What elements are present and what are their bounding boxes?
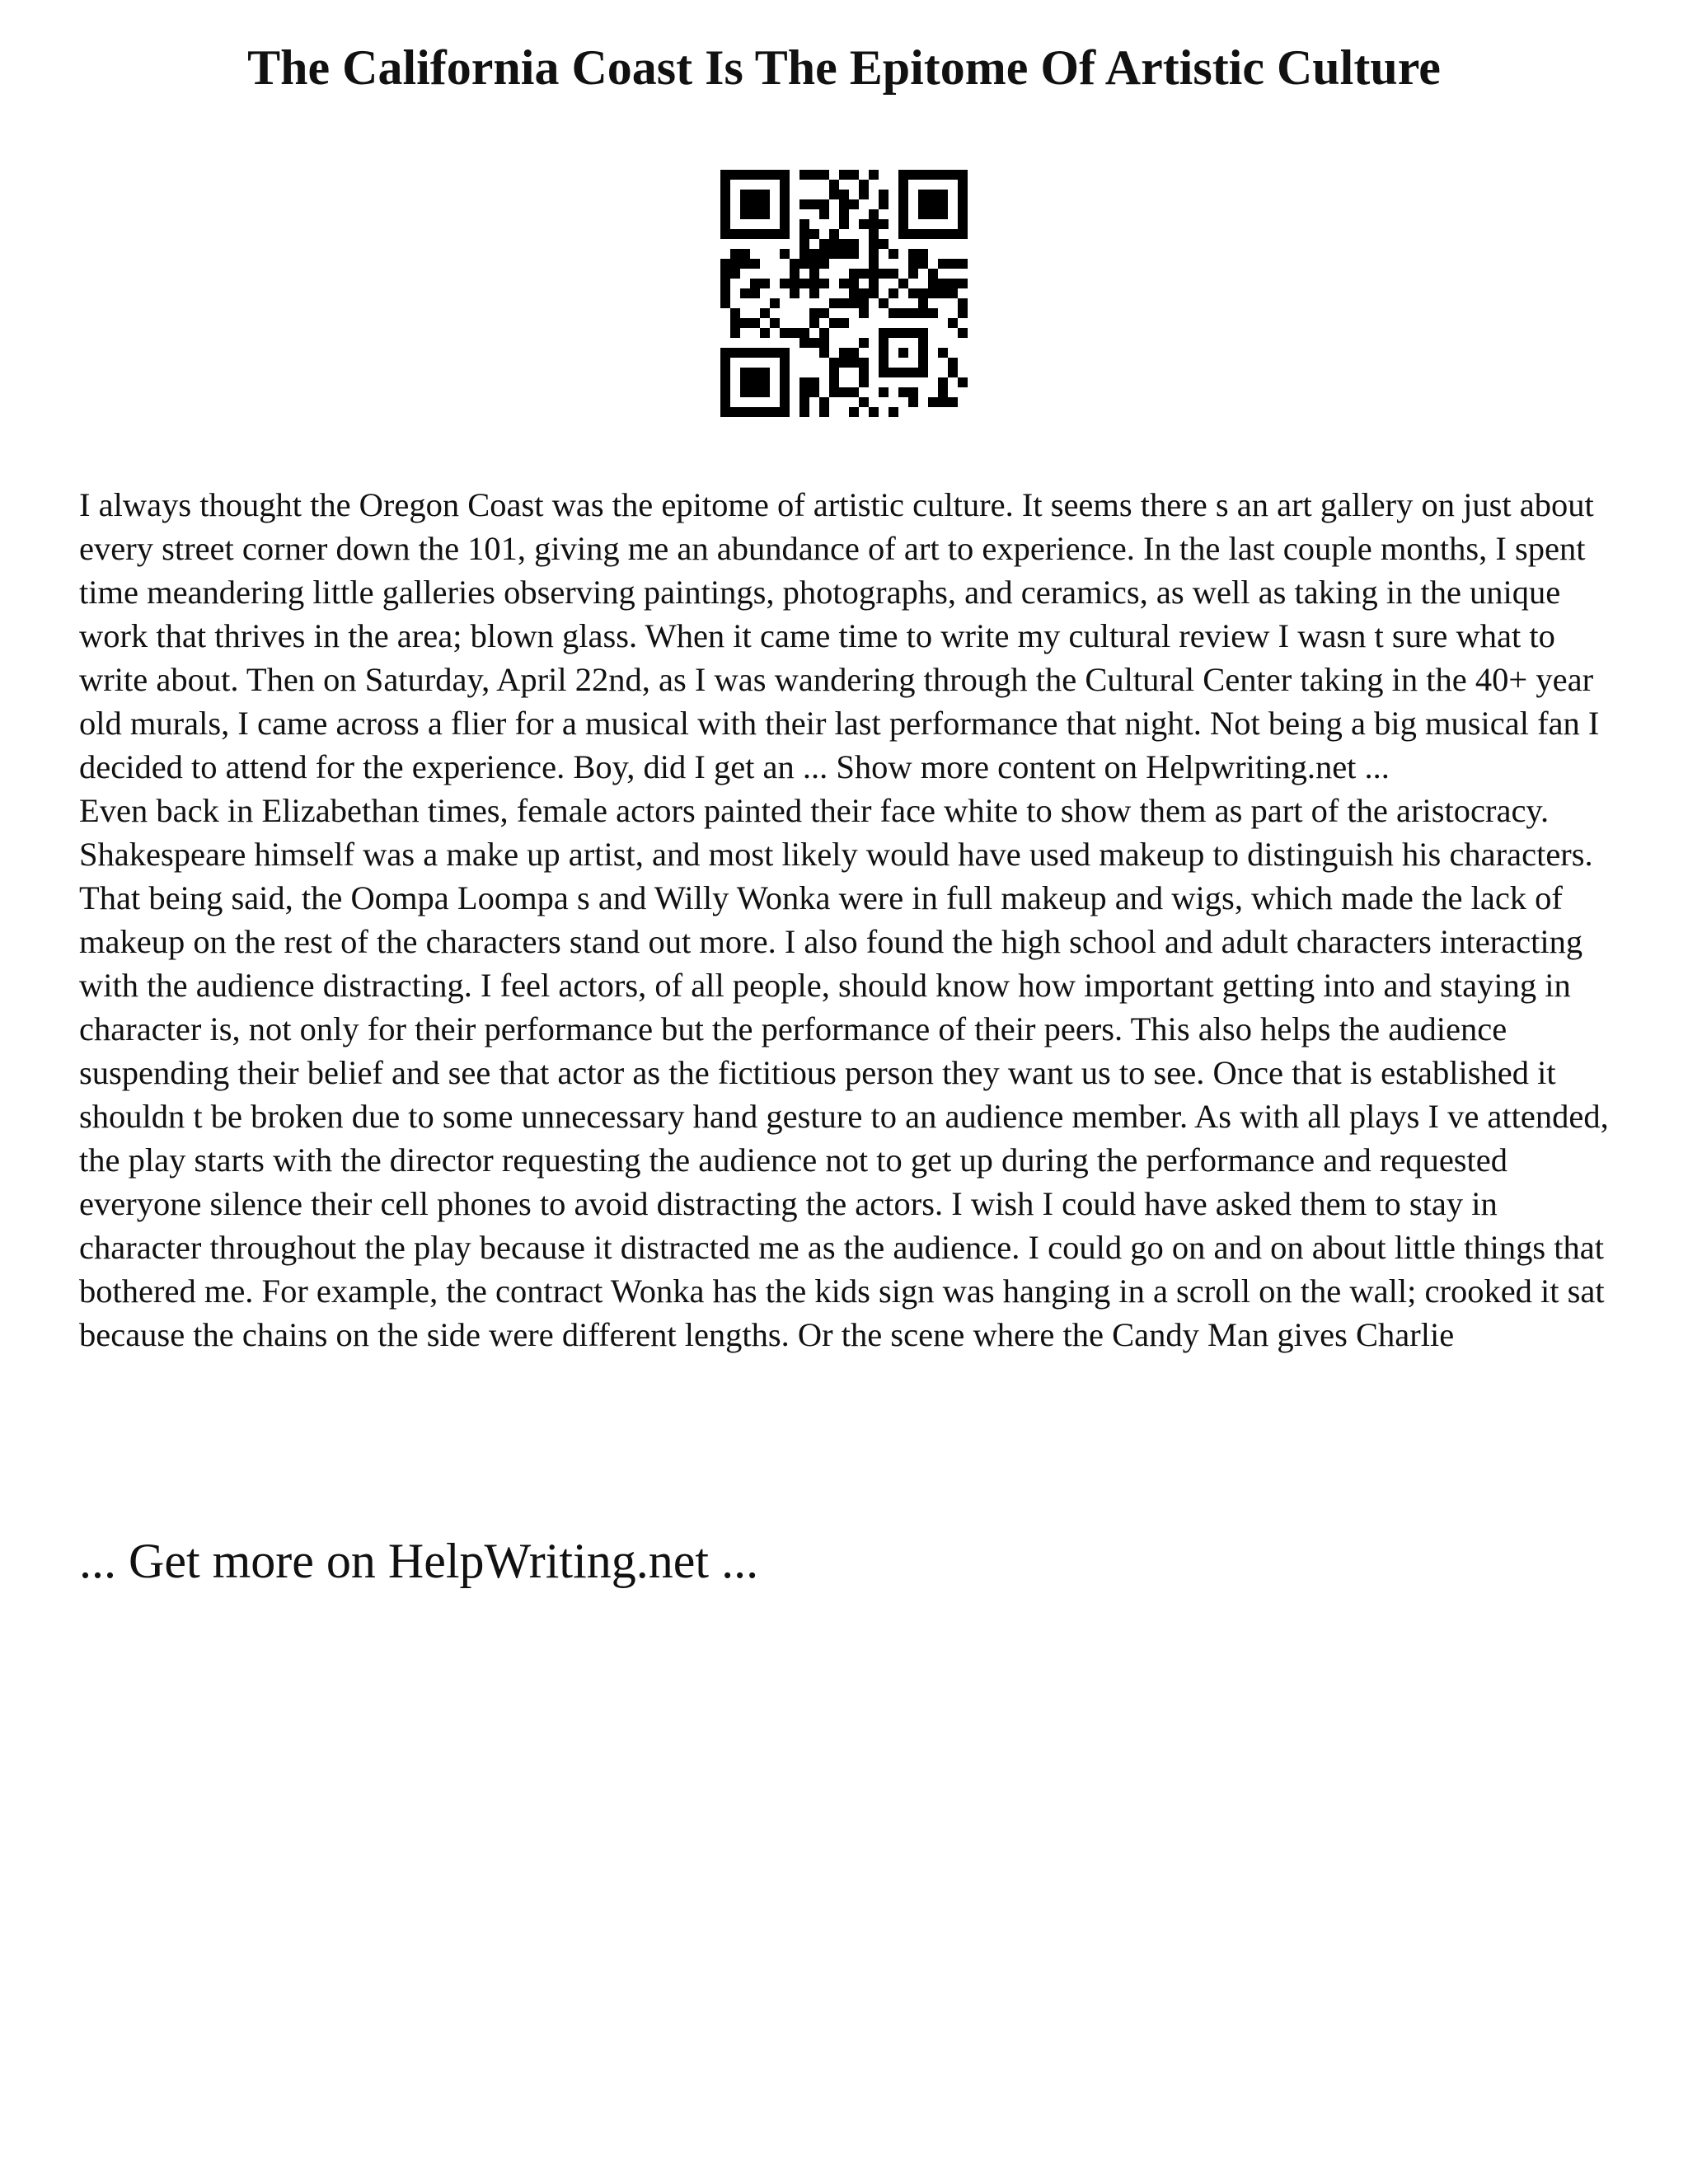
page-title: The California Coast Is The Epitome Of Artistic Culture [247, 40, 1441, 95]
get-more-link[interactable]: ... Get more on HelpWriting.net ... [79, 1534, 759, 1588]
paragraph-2: Even back in Elizabethan times, female actors painted their face white to show them as part of the aristocracy. Shakespeare himself was a make up artist, and most likely would have used makeup to distinguish his characters. That being said, the Oompa Loompa s and Willy Wonka were in full makeup and wigs, which made the lack of makeup on the rest of the characters stand out more. I also found the high school and adult characters interacting with the audience distracting. I feel actors, of all people, should know how important getting into and staying in character is, not only for their performance but the performance of their peers. This also helps the audience suspending their belief and see that actor as the fictitious person they want us to see. Once that is established it shouldn t be broken due to some unnecessary hand gesture to an audience member. As with all plays I ve attended, the play starts with the director requesting the audience not to get up during the performance and requested everyone silence their cell phones to avoid distracting the actors. I wish I could have asked them to stay in character throughout the play because it distracted me as the audience. I could go on and on about little things that bothered me. For example, the contract Wonka has the kids sign was hanging in a scroll on the wall; crooked it sat because the chains on the side were different lengths. Or the scene where the Candy Man gives Charlie [79, 792, 1609, 1353]
paragraph-1: I always thought the Oregon Coast was the epitome of artistic culture. It seems there s an art gallery on just about every street corner down the 101, giving me an abundance of art to experience. In the last couple months, I spent time meandering little galleries observing paintings, photographs, and ceramics, as well as taking in the unique work that thrives in the area; blown glass. When it came time to write my cultural review I wasn t sure what to write about. Then on Saturday, April 22nd, as I was wandering through the Cultural Center taking in the 40+ year old murals, I came across a flier for a musical with their last performance that night. Not being a big musical fan I decided to attend for the experience. Boy, did I get an ... Show more content on Helpwriting.net ... [79, 486, 1600, 785]
article-body [79, 483, 1612, 1357]
qr-code-icon[interactable] [720, 170, 968, 417]
